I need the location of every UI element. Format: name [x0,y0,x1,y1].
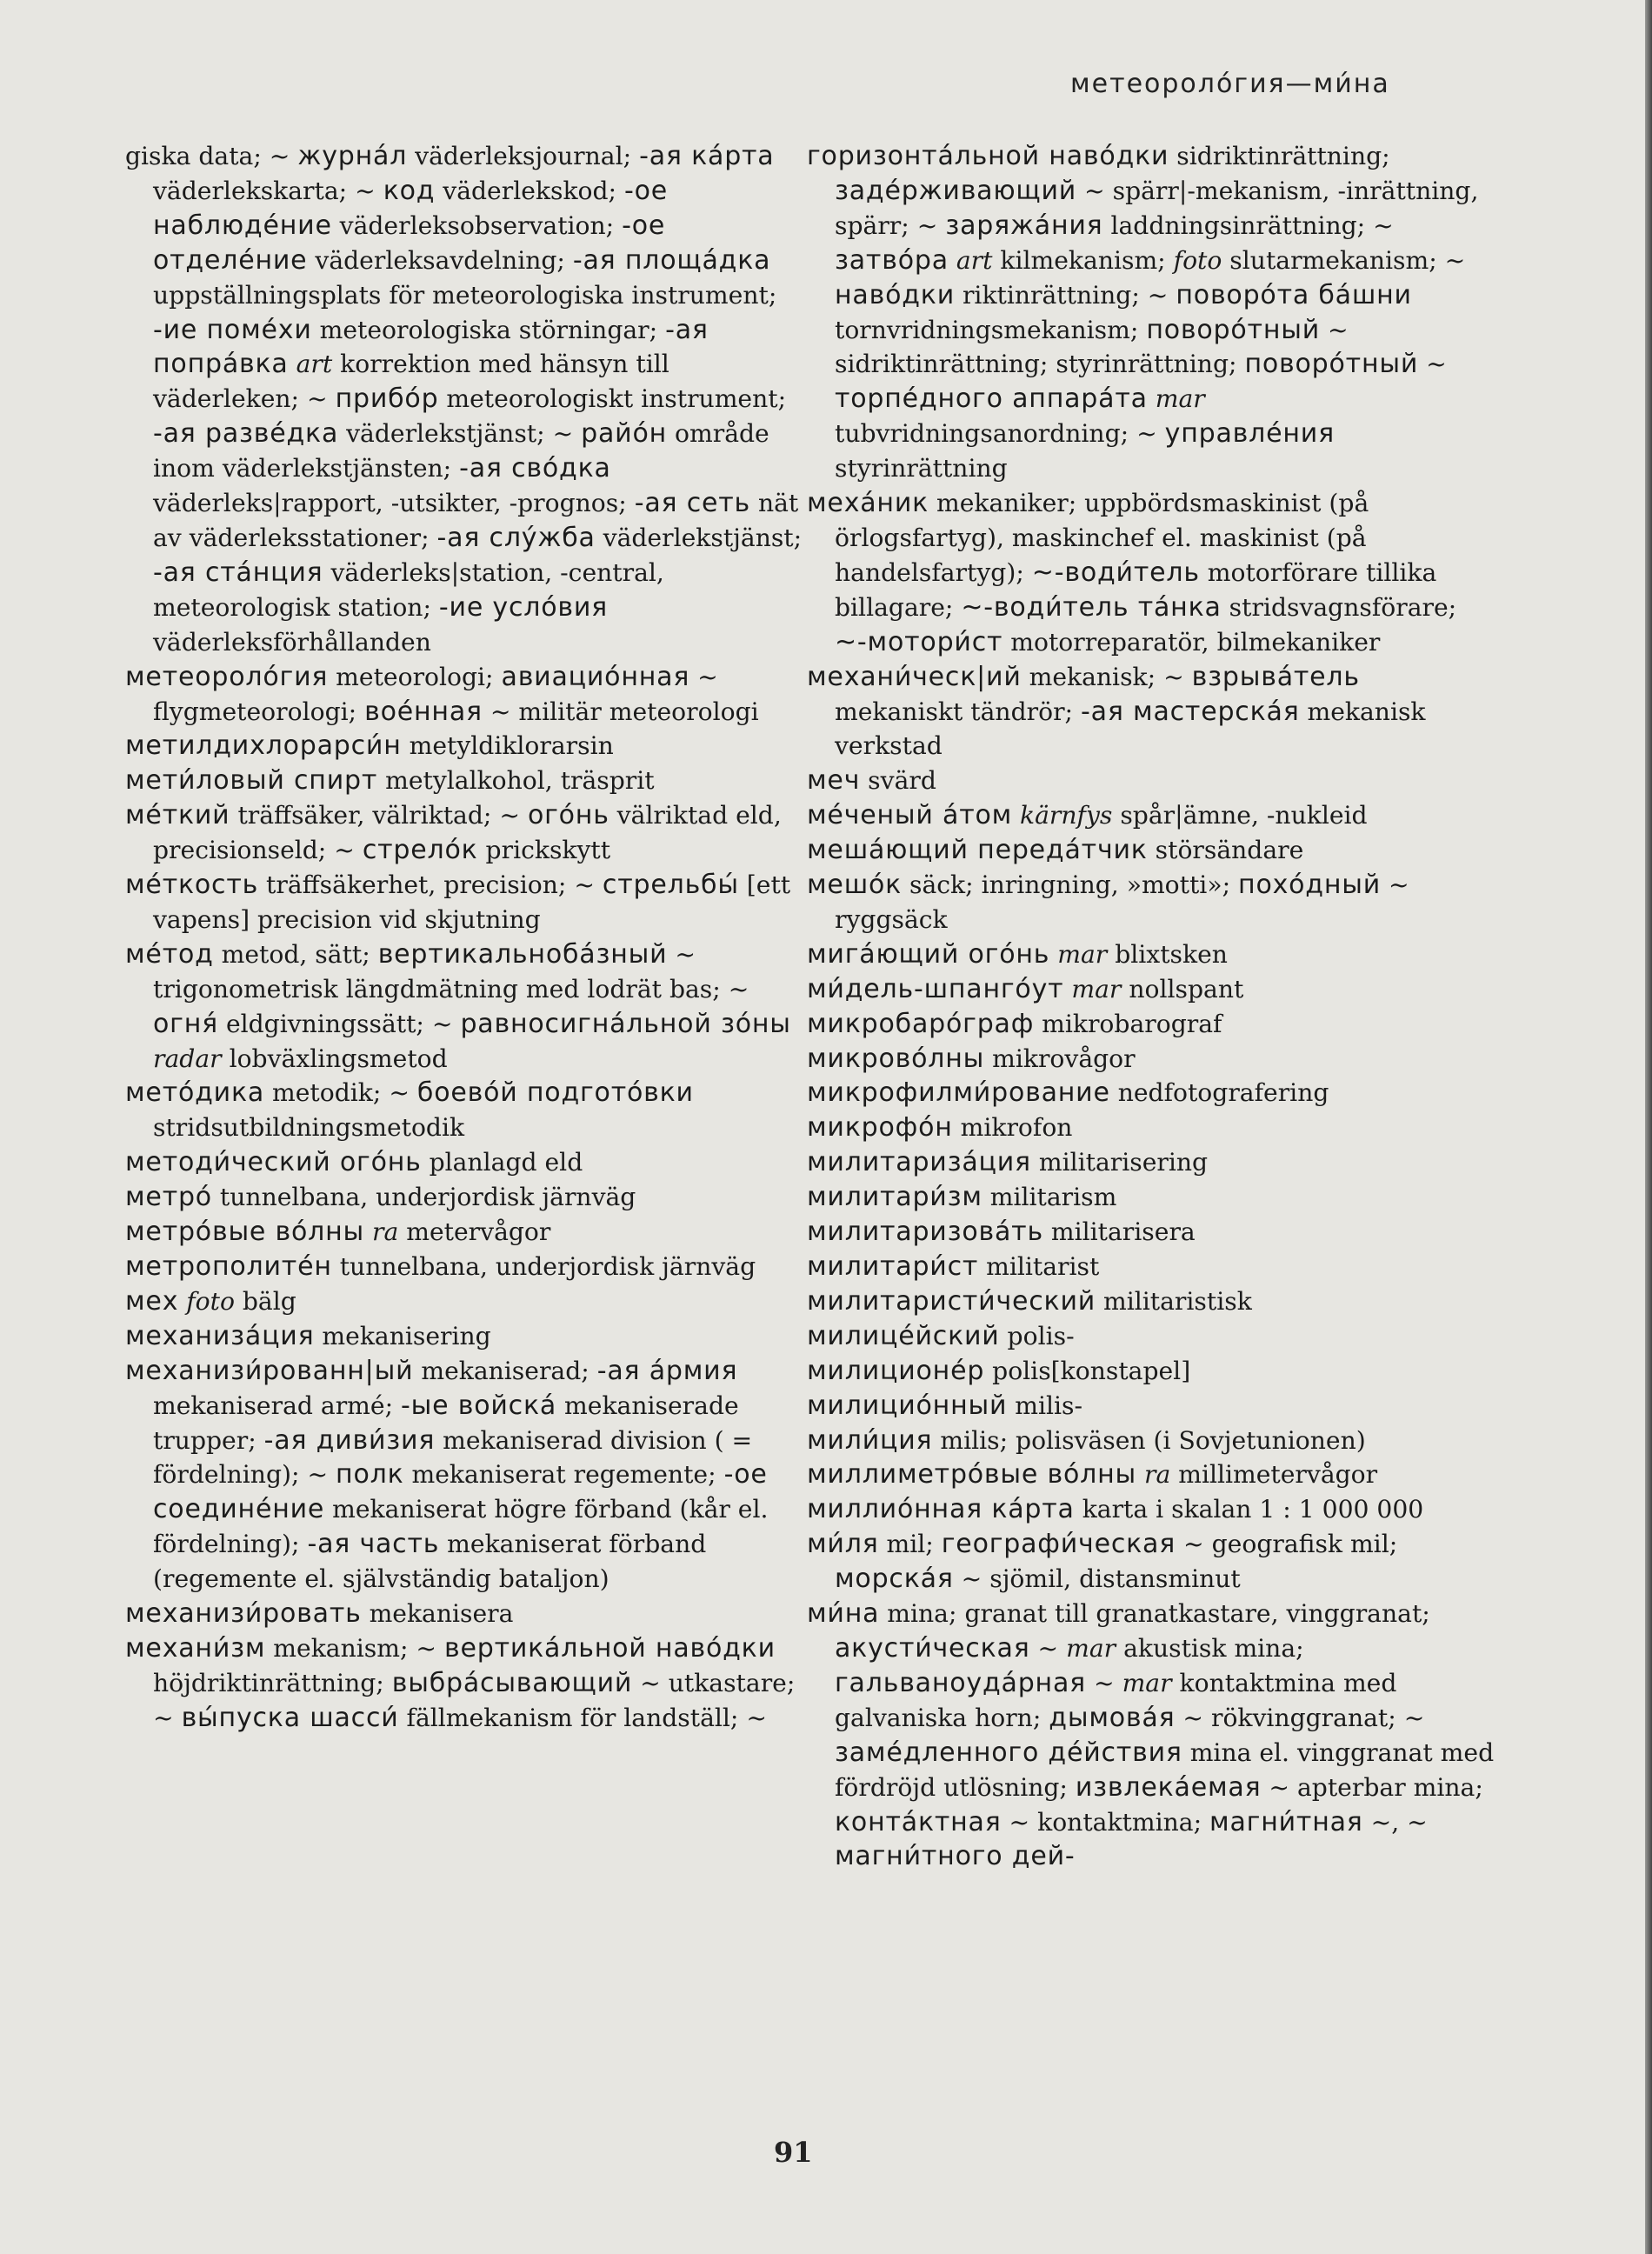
headword: магни́тного дей- [835,1841,1076,1872]
definition-text: nät av väderleksstationer; [153,489,799,552]
definition-text: ~ apterbar mina; [1261,1772,1483,1802]
definition-text: mina el. vinggranat med fördröjd utlösning; [835,1737,1495,1802]
definition-text [364,1217,372,1246]
dictionary-entry [807,868,1495,937]
headword: микробаро́граф [807,1008,1035,1039]
definition-text: slutarmekanism; ~ [1222,245,1466,275]
headword: ме́ткость [125,870,259,901]
headword: ого́нь [527,800,610,831]
headword: мили́ция [807,1424,933,1456]
usage-label: mar [1071,974,1122,1004]
definition-text: ~ ryggsäck [835,870,1409,934]
definition-text: väderleksjournal; [407,142,640,170]
dictionary-entry [125,1145,814,1180]
definition-text: ~ kontaktmina; [1001,1807,1210,1837]
definition-text: ~ [1029,1633,1067,1663]
headword: райо́н [581,418,668,450]
dictionary-entry [807,660,1495,764]
definition-text [289,350,296,378]
definition-text: millimetervågor [1170,1460,1378,1490]
headword: -ая сеть [634,488,751,519]
dictionary-entry [125,798,814,868]
definition-text: karta i skalan 1 : 1 000 000 [1074,1495,1424,1524]
definition-text: militarist [978,1252,1100,1281]
headword: полк [336,1459,404,1490]
headword: управле́ния [1164,418,1335,450]
definition-text: motorreparatör, bilmekaniker [1003,627,1381,657]
dictionary-entry [807,1215,1495,1250]
definition-text: ~ utkastare; ~ [153,1668,796,1732]
headword: горизонта́льной наво́дки [807,141,1169,171]
headword: -ая мастерска́я [1081,696,1300,727]
running-head: метеороло́гия—ми́на [1070,69,1390,99]
dictionary-entry [807,1389,1495,1424]
headword: затво́ра [835,244,949,276]
definition-text: väderleksförhållanden [153,627,431,657]
dictionary-entry [807,139,1495,486]
headword: -ое соедине́ние [153,1459,768,1525]
definition-text: svärd [860,766,936,796]
definition-text: kilmekanism; [992,245,1174,275]
definition-text: militarisera [1042,1217,1196,1247]
definition-text: ~ geografisk mil; [1176,1530,1398,1559]
right-column [807,139,1495,1874]
headword: -ое наблюде́ние [153,175,669,241]
headword: милитариза́ция [807,1147,1031,1178]
dictionary-entry [807,1007,1495,1042]
dictionary-entry [125,764,814,798]
dictionary-entry [807,764,1495,798]
usage-label: mar [1066,1633,1116,1663]
headword: дымова́я [1049,1702,1176,1733]
dictionary-entry [807,486,1495,660]
definition-text: bälg [234,1286,296,1316]
dictionary-entry [125,1597,814,1631]
definition-text: mekaniserad; [413,1356,597,1385]
headword: -ая часть [307,1529,440,1560]
headword: меха́ник [807,488,929,519]
headword: миллиметро́вые во́лны [807,1459,1137,1490]
headword: ме́тод [125,938,214,970]
definition-text: väderlekskarta; ~ [153,176,383,205]
headword: мето́дика [125,1077,265,1109]
headword: вое́нная [364,696,483,727]
definition-text: blixtsken [1107,939,1228,969]
usage-label: foto [1173,245,1222,275]
definition-text: akustisk mina; [1116,1633,1304,1663]
definition-text: metyldiklorarsin [401,731,614,761]
definition-text: sidriktinrättning; [1169,142,1390,170]
definition-text: militarism [982,1183,1117,1212]
definition-text: ~ militär meteorologi [482,697,759,726]
headword: -ие поме́хи [153,314,312,345]
definition-text: väderlekskod; [435,176,625,205]
dictionary-entry [125,937,814,1077]
headword: мех [125,1285,179,1317]
headword: милитари́ст [807,1251,979,1282]
usage-label: foto [186,1286,235,1316]
definition-text: metervågor [398,1217,551,1247]
dictionary-entry [125,1319,814,1354]
usage-label: ra [372,1217,399,1247]
headword: -ие усло́вия [438,591,609,623]
usage-label: mar [1057,939,1108,969]
usage-label: radar [153,1044,222,1073]
headword: микрофилми́рование [807,1077,1110,1109]
dictionary-entry [807,1354,1495,1389]
headword: метро́ [125,1182,212,1213]
headword: ~-води́тель [1031,557,1200,588]
definition-text: militarisering [1030,1148,1209,1177]
definition-text: mekanisera [361,1599,514,1629]
definition-text: mekanism; ~ [265,1633,444,1663]
definition-text [1148,384,1156,413]
definition-text: styrinrättning [835,454,1008,483]
definition-text: tunnelbana, underjordisk järnväg [331,1252,756,1281]
headword: меша́ющий переда́тчик [807,835,1148,866]
usage-label: ra [1143,1460,1171,1490]
headword: -ая ста́нция [153,557,323,588]
headword: авиацио́нная [501,661,690,692]
headword: механи́ческ|ий [807,661,1022,692]
headword: -ая ка́рта [639,141,775,171]
definition-text: stridsvagnsförare; [1221,592,1457,622]
definition-text: träffsäkerhet, precision; ~ [258,870,603,900]
headword: -ая а́рмия [596,1355,738,1386]
headword: милиционе́р [807,1355,985,1386]
dictionary-entry [807,972,1495,1007]
definition-text: nollspant [1121,974,1244,1004]
headword: метеороло́гия [125,661,329,692]
headword: механизи́ровать [125,1598,362,1630]
definition-text: meteorologiskt instrument; [438,384,787,414]
headword: -ое отделе́ние [153,210,666,276]
headword: вы́пуска шасси́ [181,1702,399,1733]
headword: -ая слу́жба [436,522,596,553]
definition-text: meteorologi; [328,662,502,691]
headword: конта́ктная [835,1806,1002,1837]
headword: наво́дки [835,279,955,310]
definition-text: mekaniserade trupper; [153,1390,739,1455]
dictionary-entry [807,1319,1495,1354]
definition-text: tunnelbana, underjordisk järnväg [211,1183,636,1212]
definition-text: spår|ämne, -nukleid [1112,801,1368,830]
definition-text: höjdriktinrättning; [153,1668,392,1697]
definition-text: milis; polisväsen (i Sovjetunionen) [932,1425,1366,1455]
headword: механиза́ция [125,1320,315,1351]
headword: мешо́к [807,870,903,901]
dictionary-entry [125,1631,814,1736]
definition-text [949,246,956,275]
headword: метилдихлорарси́н [125,730,402,762]
definition-text: mekaniskt tändrör; [835,697,1082,726]
definition-text: välriktad eld, precisionseld; ~ [153,801,782,865]
definition-text: ~ [1086,1668,1122,1697]
definition-text: ~ rökvinggranat; ~ [1175,1703,1425,1732]
definition-text: militaristisk [1096,1286,1252,1316]
dictionary-entry [807,1042,1495,1077]
headword: ми́на [807,1598,880,1630]
headword: торпе́дного аппара́та [835,383,1148,415]
headword: ме́ткий [125,800,230,831]
dictionary-entry [125,139,814,660]
dictionary-entry [807,833,1495,868]
dictionary-entry [125,1180,814,1215]
definition-text: väderlekstjänst; [595,523,803,552]
headword: морска́я [835,1564,954,1595]
definition-text: väderlekstjänst; ~ [338,419,582,449]
dictionary-entry [125,1076,814,1145]
definition-text: område inom väderlekstjänsten; [153,419,769,483]
definition-text: ~ sjömil, distansminut [953,1564,1241,1594]
headword: код [383,175,436,206]
headword: взрыва́тель [1191,661,1360,692]
definition-text: metylalkohol, träsprit [377,766,655,796]
definition-text: mekaniserad armé; [153,1390,402,1420]
headword: милице́йский [807,1320,1000,1351]
definition-text: ~ sidriktinrättning; styrinrättning; [835,315,1349,379]
dictionary-entry [125,1250,814,1284]
definition-text: uppställningsplats för meteorologiska instrument; [153,280,777,310]
dictionary-entry [807,1076,1495,1110]
headword: -ые войска́ [401,1390,557,1421]
definition-text: [ett vapens] precision vid skjutning [153,870,791,934]
definition-text: mikrofon [952,1113,1073,1143]
definition-text: giska data; ~ [125,142,298,170]
headword: методи́ческий ого́нь [125,1147,422,1178]
definition-text [1049,940,1057,969]
headword: извлека́емая [1075,1771,1262,1803]
dictionary-entry [807,1597,1495,1874]
headword: равносигна́льной зо́ны [460,1008,791,1039]
headword: стрело́к [362,835,478,866]
headword: прибо́р [335,383,439,415]
headword: -ая площа́дка [572,244,771,276]
left-column [125,139,814,1736]
dictionary-entry [807,937,1495,972]
definition-text: mina; granat till granatkastare, vinggranat; [879,1599,1430,1629]
headword: гальваноуда́рная [835,1667,1087,1698]
dictionary-entry [125,1215,814,1250]
headword: меч [807,765,861,797]
dictionary-entry [125,660,814,730]
usage-label: art [956,245,993,275]
dictionary-entry [125,868,814,937]
headword: боево́й подгото́вки [416,1077,694,1109]
definition-text: nedfotografering [1109,1078,1329,1108]
definition-text: polis- [999,1321,1075,1350]
headword: вертикальноба́зный [377,938,668,970]
definition-text: tornvridningsmekanism; [835,315,1147,344]
definition-text: riktinrättning; ~ [955,280,1176,310]
dictionary-entry [125,1284,814,1319]
definition-text: ~, ~ [1362,1807,1428,1837]
definition-text: stridsutbildningsmetodik [153,1113,465,1143]
headword: заме́дленного де́йствия [835,1737,1182,1768]
definition-text: mekaniserat regemente; [403,1460,724,1490]
dictionary-entry [807,1457,1495,1492]
headword: географи́ческая [941,1529,1176,1560]
definition-text: mekaniserat högre förband (kår el. fördelning); [153,1495,769,1559]
headword: миллио́нная ка́рта [807,1494,1075,1525]
definition-text: mil; [878,1530,942,1559]
usage-label: kärnfys [1020,801,1113,830]
definition-text: motorförare tillika billagare; [835,557,1437,622]
definition-text: mekaniserad division ( = fördelning); ~ [153,1425,753,1490]
definition-text: milis- [1007,1390,1083,1420]
definition-text: träffsäker, välriktad; ~ [230,801,528,830]
definition-text: säck; inringning, »motti»; [902,870,1239,900]
definition-text: metodik; ~ [264,1078,417,1108]
dictionary-entry [807,1180,1495,1215]
headword: милитари́зм [807,1182,983,1213]
usage-label: art [296,350,333,379]
headword: акусти́ческая [835,1632,1030,1664]
definition-text [1012,801,1020,830]
definition-text: mikrobarograf [1034,1009,1222,1038]
definition-text: väderleks|station, -central, meteorologisk station; [153,557,664,622]
dictionary-entry [807,1492,1495,1527]
headword: ~-води́тель та́нка [961,591,1222,623]
headword: -ая сво́дка [459,453,611,484]
definition-text: kontaktmina med galvaniska horn; [835,1668,1397,1732]
headword: микрофо́н [807,1112,953,1144]
headword: мига́ющий ого́нь [807,938,1050,970]
headword: -ая попра́вка [153,314,709,380]
dictionary-entry [125,1354,814,1597]
definition-text: polis[konstapel] [984,1356,1191,1385]
dictionary-entry [807,1284,1495,1319]
definition-text: tubvridningsanordning; ~ [835,419,1165,449]
headword: выбра́сывающий [391,1667,633,1698]
definition-text: väderleksavdelning; [307,245,573,275]
definition-text: mekanisk; ~ [1021,662,1192,691]
headword: ми́ля [807,1529,879,1560]
usage-label: mar [1122,1668,1172,1697]
headword: метро́вые во́лны [125,1217,365,1248]
headword: -ая диви́зия [263,1424,436,1456]
definition-text: korrektion med hänsyn till väderleken; ~ [153,350,669,414]
headword: метрополите́н [125,1251,332,1282]
definition-text [178,1287,186,1316]
definition-text: metod, sätt; [213,939,378,969]
headword: поворо́тный [1244,349,1419,380]
definition-text: lobväxlingsmetod [221,1044,448,1073]
headword: милитаризова́ть [807,1217,1043,1248]
book-edge [1645,0,1652,2254]
headword: магни́тная [1209,1806,1363,1837]
dictionary-entry [807,1250,1495,1284]
headword: поворо́та ба́шни [1176,279,1412,310]
definition-text: mekaniserat förband (regemente el. självständig bataljon) [153,1530,707,1594]
definition-text: väderleksobservation; [331,210,623,240]
dictionary-entry [807,1110,1495,1145]
definition-text: väderleks|rapport, -utsikter, -prognos; [153,489,635,518]
definition-text: störsändare [1147,836,1304,865]
headword: механи́зм [125,1632,266,1664]
headword: поворо́тный [1146,314,1321,345]
usage-label: mar [1155,384,1205,414]
dictionary-entry [807,1424,1495,1458]
definition-text: mekanisering [314,1321,491,1350]
definition-text: laddningsinrättning; ~ [1102,210,1394,240]
dictionary-entry [807,1527,1495,1597]
dictionary-entry [807,1145,1495,1180]
headword: микрово́лны [807,1043,985,1074]
headword: милицио́нный [807,1390,1008,1421]
definition-text: ~ spärr|-mekanism, -inrättning, spärr; ~ [835,176,1479,240]
definition-text: meteorologiska störningar; [311,315,666,344]
definition-text: prickskytt [477,836,611,865]
headword: огня́ [153,1008,218,1039]
definition-text: eldgivningssätt; ~ [217,1009,461,1038]
headword: стрельбы́ [602,870,739,901]
definition-text: planlagd eld [421,1148,583,1177]
dictionary-entry [807,798,1495,833]
definition-text [1136,1460,1144,1489]
page-number: 91 [774,2136,813,2169]
headword: ~-мотори́ст [835,626,1003,657]
headword: похо́дный [1238,870,1382,901]
headword: ме́ченый а́том [807,800,1013,831]
definition-text: mekaniker; uppbördsmaskinist (på örlogsfartyg), maskinchef el. maskinist (på handelsfartyg); [835,489,1369,587]
definition-text: mikrovågor [984,1044,1136,1073]
headword: -ая разве́дка [153,418,339,450]
dictionary-entry [125,729,814,764]
headword: механизи́рованн|ый [125,1355,414,1386]
definition-text: ~ [1418,350,1447,379]
definition-text: ~ flygmeteorologi; [153,662,718,726]
definition-text: mekanisk verkstad [835,697,1426,761]
headword: ми́дель-шпанго́ут [807,973,1064,1004]
headword: заряжа́ния [945,210,1103,241]
headword: заде́рживающий [835,175,1077,206]
definition-text: fällmekanism för landställ; ~ [398,1703,767,1732]
headword: милитаристи́ческий [807,1285,1096,1317]
headword: вертика́льной наво́дки [443,1632,776,1664]
headword: журна́л [297,141,408,171]
definition-text: ~ trigonometrisk längdmätning med lodrät bas; ~ [153,939,749,1004]
headword: мети́ловый спирт [125,765,378,797]
